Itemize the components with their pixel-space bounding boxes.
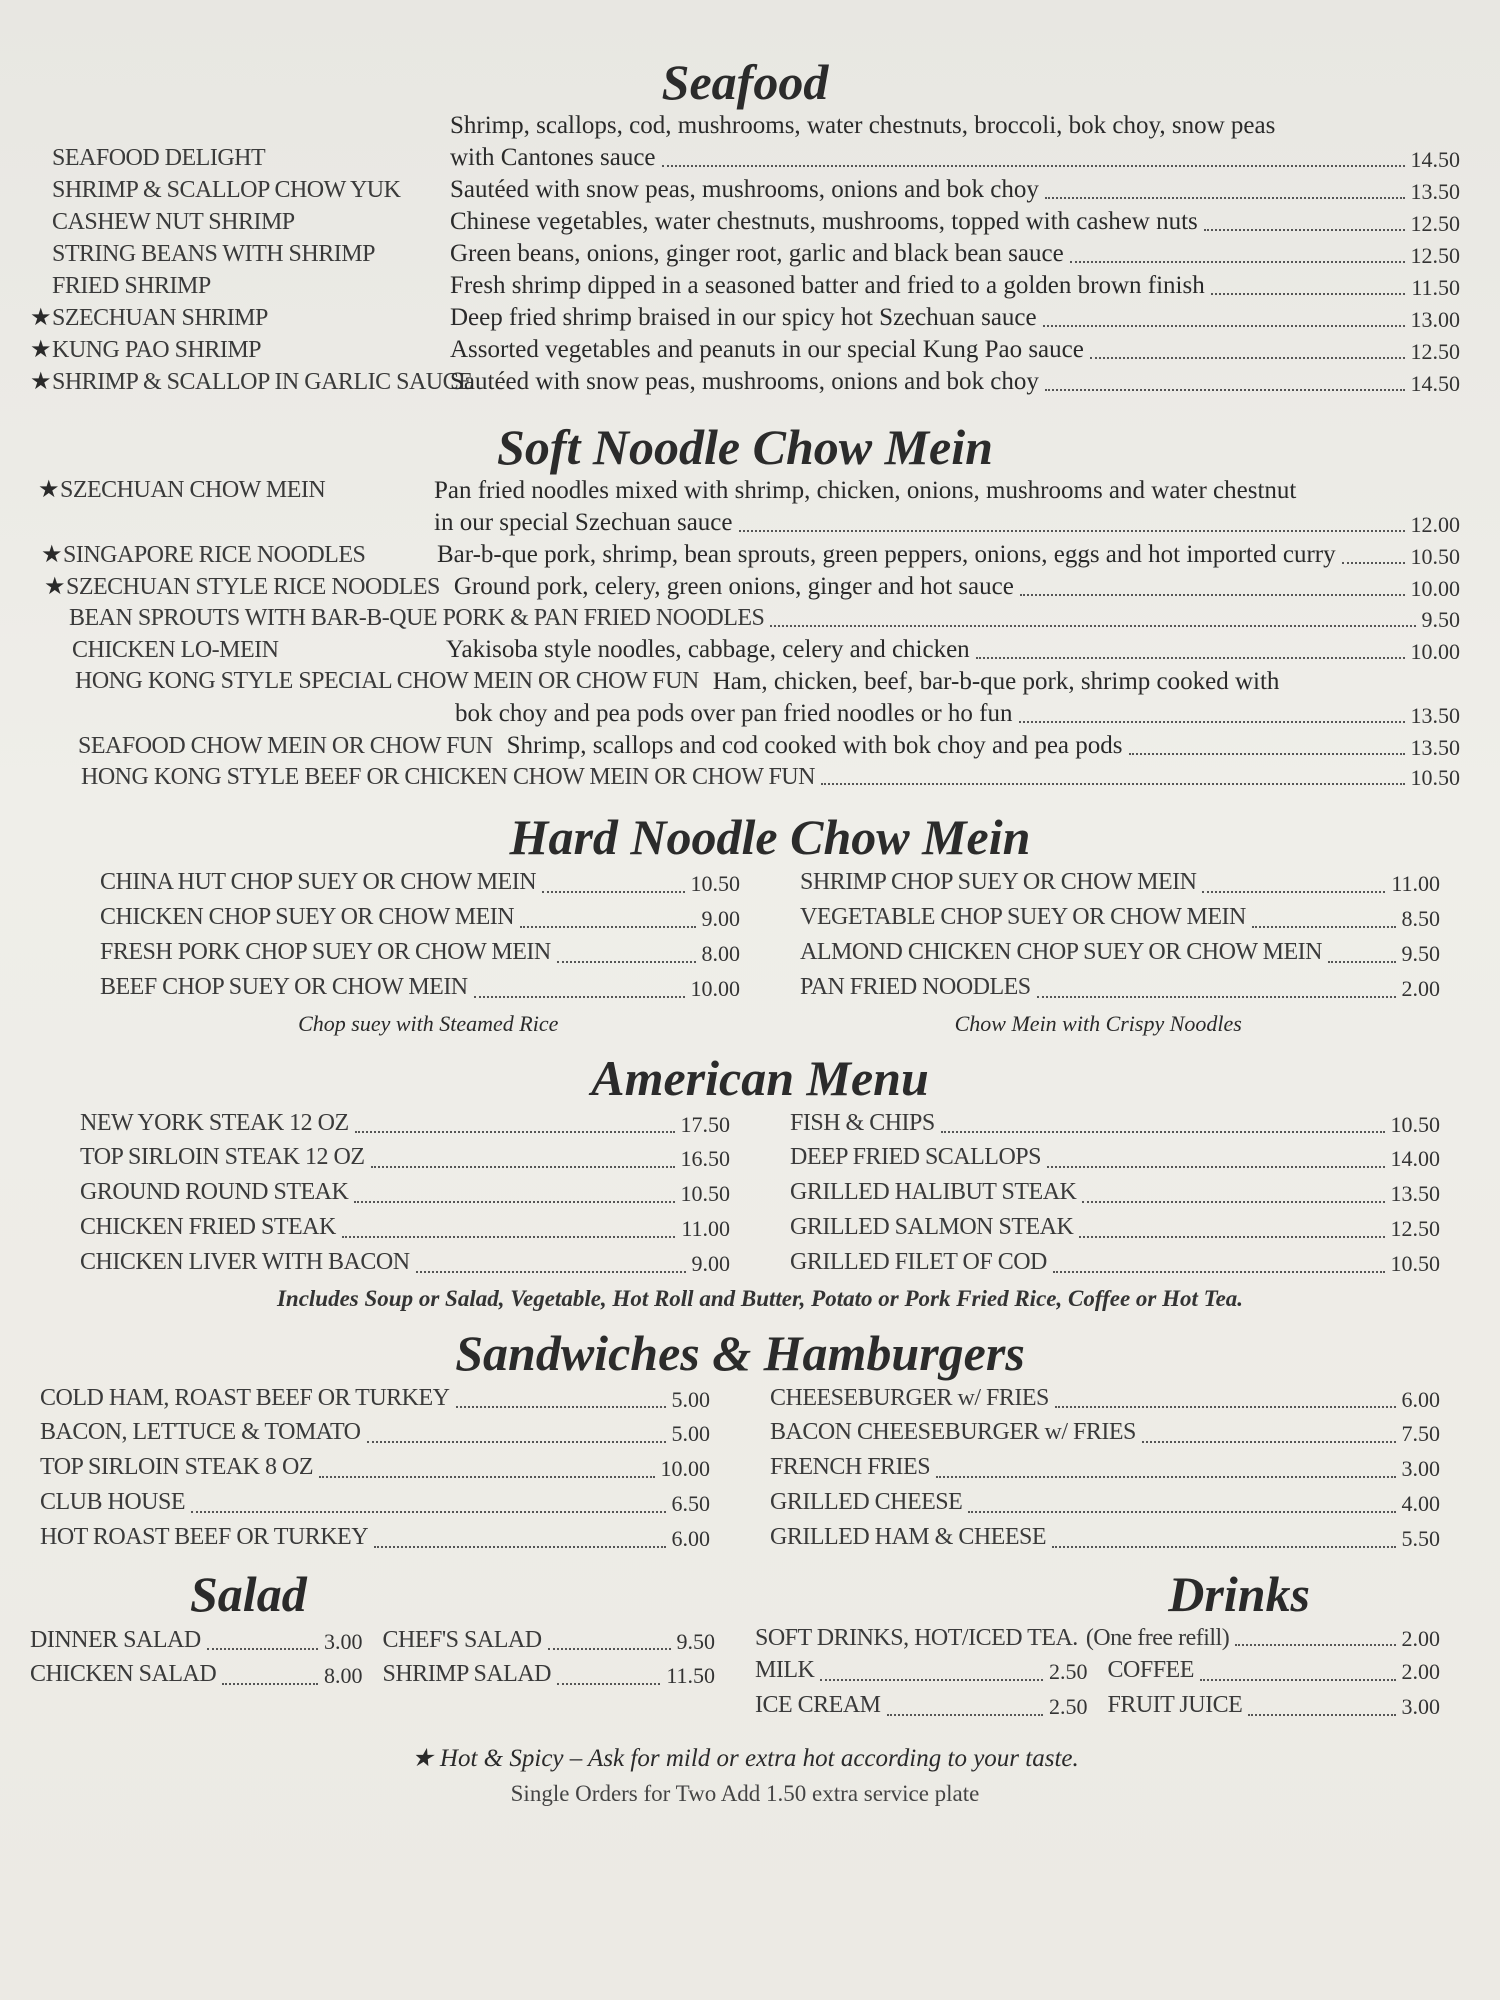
item-price: 6.50 — [671, 1490, 710, 1516]
leader-dots — [1045, 197, 1405, 199]
item-description: Pan fried noodles mixed with shrimp, chicken, onions, mushrooms and water chestnut — [434, 477, 1297, 504]
item-price: 6.00 — [671, 1525, 710, 1551]
menu-item-row — [80, 1106, 730, 1141]
item-block — [60, 475, 1460, 539]
soft-noodle-section — [30, 420, 1460, 792]
item-price: 8.00 — [324, 1663, 363, 1689]
leader-dots — [936, 1476, 1395, 1478]
item-name: FRESH PORK CHOP SUEY OR CHOW MEIN — [100, 939, 551, 966]
item-name: COLD HAM, ROAST BEEF OR TURKEY — [40, 1384, 450, 1411]
item-line2 — [75, 698, 1460, 730]
menu-item-row — [40, 1485, 710, 1520]
item-name: FRUIT JUICE — [1107, 1692, 1243, 1719]
item-price: 2.00 — [1401, 1659, 1440, 1685]
leader-dots — [1082, 1201, 1384, 1203]
item-name: SEAFOOD DELIGHT — [52, 145, 266, 172]
item-name: COFFEE — [1107, 1657, 1194, 1684]
item-name: DEEP FRIED SCALLOPS — [790, 1144, 1041, 1171]
menu-item-row — [790, 1175, 1440, 1210]
salad-column — [30, 1565, 715, 1723]
item-name-column — [30, 207, 450, 238]
menu-item-row — [30, 603, 1460, 634]
item-price: 16.50 — [680, 1146, 730, 1172]
item-name: HONG KONG STYLE SPECIAL CHOW MEIN OR CHOW FUN — [75, 667, 699, 694]
leader-dots — [976, 657, 1405, 659]
leader-dots — [1328, 961, 1396, 963]
menu-item-row — [790, 1140, 1440, 1175]
item-name: STRING BEANS WITH SHRIMP — [52, 241, 375, 268]
menu-item-row — [30, 762, 1460, 793]
item-price: 4.00 — [1401, 1490, 1440, 1516]
item-name: BACON, LETTUCE & TOMATO — [40, 1419, 361, 1446]
item-price: 9.00 — [691, 1250, 730, 1276]
item-description: Sautéed with snow peas, mushrooms, onions and bok choy — [450, 176, 1039, 203]
item-name: TOP SIRLOIN STEAK 8 OZ — [40, 1454, 314, 1481]
item-price: 10.50 — [680, 1181, 730, 1207]
item-price: 14.00 — [1390, 1146, 1440, 1172]
item-name-column — [30, 367, 473, 398]
item-description-block — [450, 110, 1460, 174]
item-price: 5.00 — [671, 1421, 710, 1447]
leader-dots — [354, 1201, 674, 1203]
menu-item-row — [80, 1245, 730, 1280]
item-detail — [450, 270, 1460, 302]
leader-dots — [1037, 996, 1396, 998]
drinks-column — [755, 1565, 1440, 1723]
item-name: SZECHUAN CHOW MEIN — [60, 477, 326, 503]
leader-dots — [1202, 891, 1385, 893]
item-name: GRILLED FILET OF COD — [790, 1248, 1047, 1275]
menu-item-row — [30, 206, 1460, 238]
star-icon: ★ — [44, 574, 66, 601]
star-icon: ★ — [30, 305, 52, 332]
leader-dots — [1200, 1679, 1396, 1681]
leader-dots — [1252, 926, 1396, 928]
leader-dots — [1090, 357, 1405, 359]
menu-item-row — [30, 110, 1460, 174]
menu-item-row — [800, 865, 1440, 900]
menu-item-row — [383, 1657, 716, 1692]
star-icon: ★ — [30, 337, 52, 364]
item-name: ICE CREAM — [755, 1692, 881, 1719]
item-name: HOT ROAST BEEF OR TURKEY — [40, 1523, 369, 1550]
item-price: 10.00 — [1410, 638, 1460, 664]
item-price: 11.50 — [1411, 274, 1460, 300]
item-description: Assorted vegetables and peanuts in our special Kung Pao sauce — [450, 336, 1084, 363]
item-price: 8.00 — [701, 940, 740, 966]
item-name: SZECHUAN SHRIMP — [52, 305, 268, 332]
item-name: GRILLED HAM & CHEESE — [770, 1523, 1046, 1550]
item-price: 13.50 — [1410, 734, 1460, 760]
item-line1 — [75, 666, 1460, 698]
leader-dots — [770, 625, 1415, 627]
menu-item-row — [755, 1653, 1088, 1688]
item-price: 10.00 — [690, 975, 740, 1001]
item-price: 10.50 — [1410, 543, 1460, 569]
leader-dots — [474, 996, 685, 998]
menu-item-row — [770, 1415, 1440, 1450]
menu-item-row — [790, 1210, 1440, 1245]
leader-dots — [1248, 1714, 1395, 1716]
item-price: 13.50 — [1410, 702, 1460, 728]
item-price: 12.50 — [1410, 242, 1460, 268]
leader-dots — [1129, 753, 1405, 755]
leader-dots — [1211, 293, 1406, 295]
single-orders-note: Single Orders for Two Add 1.50 extra service plate — [510, 1780, 980, 1806]
american-right-list — [790, 1106, 1440, 1280]
section-title-american: American Menu — [591, 1049, 929, 1106]
item-description: Bar-b-que pork, shrimp, bean sprouts, green peppers, onions, eggs and hot imported curry — [437, 541, 1336, 568]
item-detail — [450, 206, 1460, 238]
item-description: Ham, chicken, beef, bar-b-que pork, shrimp cooked with — [712, 667, 1280, 695]
item-price: 2.50 — [1049, 1659, 1088, 1685]
menu-item-row — [40, 1450, 710, 1485]
item-price: 10.50 — [690, 871, 740, 897]
item-detail — [450, 334, 1460, 366]
caption-chop-suey: Chop suey with Steamed Rice — [298, 1010, 559, 1036]
item-description-cont: with Cantones sauce — [450, 144, 656, 171]
menu-item-row — [383, 1623, 716, 1658]
leader-dots — [557, 961, 696, 963]
leader-dots — [416, 1271, 686, 1273]
menu-item-row — [100, 935, 740, 970]
leader-dots — [207, 1648, 318, 1650]
star-icon: ★ — [41, 542, 63, 569]
item-description: Shrimp, scallops and cod cooked with bok choy and pea pods — [506, 731, 1123, 759]
section-title-sandwiches: Sandwiches & Hamburgers — [455, 1324, 1025, 1381]
item-name: CHICKEN LIVER WITH BACON — [80, 1248, 410, 1275]
menu-item-row — [30, 302, 1460, 334]
section-title-hard-noodle: Hard Noodle Chow Mein — [509, 809, 1031, 866]
menu-item-row — [770, 1520, 1440, 1555]
item-name: KUNG PAO SHRIMP — [52, 337, 262, 364]
menu-item-row — [30, 270, 1460, 302]
item-price: 8.50 — [1401, 906, 1440, 932]
leader-dots — [1235, 1644, 1395, 1646]
item-price: 11.00 — [681, 1215, 730, 1241]
menu-item-row — [790, 1245, 1440, 1280]
item-name: SHRIMP & SCALLOP CHOW YUK — [52, 177, 401, 204]
seafood-list — [30, 110, 1460, 398]
american-section — [30, 1051, 1460, 1312]
menu-item-row — [30, 1657, 363, 1692]
menu-item-row — [30, 475, 1460, 539]
item-name: CHICKEN SALAD — [30, 1661, 217, 1688]
item-name: CHICKEN FRIED STEAK — [80, 1214, 336, 1241]
menu-item-row — [800, 935, 1440, 970]
item-price: 12.00 — [1410, 511, 1460, 537]
item-name: MILK — [755, 1657, 815, 1684]
menu-item-row — [770, 1485, 1440, 1520]
item-name: SHRIMP CHOP SUEY OR CHOW MEIN — [800, 869, 1197, 896]
item-price: 14.50 — [1410, 370, 1460, 396]
item-detail — [450, 174, 1460, 206]
leader-dots — [371, 1166, 675, 1168]
item-name-column — [30, 335, 450, 366]
item-price: 12.50 — [1410, 338, 1460, 364]
hard-noodle-right-list — [800, 865, 1440, 1004]
leader-dots — [319, 1476, 654, 1478]
item-price: 11.00 — [1391, 871, 1440, 897]
item-name: BEEF CHOP SUEY OR CHOW MEIN — [100, 973, 468, 1000]
item-name-column — [30, 271, 450, 302]
menu-item-row — [80, 1210, 730, 1245]
leader-dots — [1052, 1546, 1396, 1548]
star-icon: ★ — [38, 477, 60, 503]
salad-drinks-section — [30, 1565, 1460, 1723]
menu-item-row — [30, 571, 1460, 603]
leader-dots — [1079, 1236, 1384, 1238]
sandwiches-left-list — [40, 1381, 710, 1555]
menu-item-row — [30, 334, 1460, 366]
menu-item-row — [770, 1450, 1440, 1485]
item-price: 2.50 — [1049, 1694, 1088, 1720]
item-name: GRILLED HALIBUT STEAK — [790, 1179, 1077, 1206]
item-price: 2.00 — [1401, 975, 1440, 1001]
menu-item-row — [30, 666, 1460, 730]
leader-dots — [1047, 1166, 1385, 1168]
item-detail — [450, 302, 1460, 334]
item-price: 14.50 — [1410, 146, 1460, 172]
leader-dots — [191, 1511, 665, 1513]
leader-dots — [968, 1511, 1395, 1513]
sandwiches-right-list — [770, 1381, 1440, 1555]
caption-chow-mein: Chow Mein with Crispy Noodles — [954, 1010, 1242, 1036]
hot-spicy-note — [30, 1743, 1460, 1773]
item-price: 12.50 — [1390, 1215, 1440, 1241]
leader-dots — [739, 530, 1405, 532]
hard-noodle-left-list — [100, 865, 740, 1004]
item-description: Yakisoba style noodles, cabbage, celery and chicken — [446, 635, 970, 663]
item-price: 6.00 — [1401, 1386, 1440, 1412]
section-title-seafood: Seafood — [661, 54, 829, 110]
leader-dots — [520, 926, 695, 928]
item-block — [75, 666, 1460, 730]
item-description: Ground pork, celery, green onions, ginger and hot sauce — [453, 573, 1014, 600]
star-icon — [30, 143, 52, 174]
leader-dots — [1204, 229, 1405, 231]
drinks-list — [755, 1653, 1440, 1723]
item-name: GRILLED CHEESE — [770, 1489, 963, 1515]
item-name: CHEESEBURGER w/ FRIES — [770, 1384, 1049, 1411]
item-description: Deep fried shrimp braised in our spicy hot Szechuan sauce — [450, 304, 1037, 331]
leader-dots — [548, 1648, 671, 1650]
leader-dots — [820, 1679, 1043, 1681]
item-name: CHINA HUT CHOP SUEY OR CHOW MEIN — [100, 869, 537, 896]
menu-item-row — [80, 1175, 730, 1210]
leader-dots — [887, 1714, 1043, 1716]
leader-dots — [542, 891, 684, 893]
item-price: 3.00 — [1401, 1456, 1440, 1482]
item-price: 9.50 — [1421, 606, 1460, 632]
menu-item-row — [800, 970, 1440, 1005]
item-price: 13.00 — [1410, 306, 1460, 332]
menu-item-row — [770, 1381, 1440, 1416]
menu-item-row — [1108, 1688, 1441, 1723]
item-name: CASHEW NUT SHRIMP — [52, 209, 295, 236]
item-name: GRILLED SALMON STEAK — [790, 1214, 1074, 1241]
item-price: 9.50 — [676, 1628, 715, 1654]
item-name-column — [30, 175, 450, 206]
item-description: Sautéed with snow peas, mushrooms, onions and bok choy — [450, 368, 1039, 395]
item-name: CHEF'S SALAD — [382, 1626, 542, 1653]
item-name: SZECHUAN STYLE RICE NOODLES — [66, 574, 440, 601]
star-icon — [30, 239, 52, 270]
leader-dots — [821, 783, 1405, 785]
menu-item-row — [40, 1520, 710, 1555]
seafood-section — [30, 55, 1460, 398]
item-name: ALMOND CHICKEN CHOP SUEY OR CHOW MEIN — [800, 939, 1322, 966]
leader-dots — [1342, 562, 1405, 564]
section-title-soft-noodle: Soft Noodle Chow Mein — [497, 419, 993, 475]
menu-item-row — [800, 900, 1440, 935]
item-name: HONG KONG STYLE BEEF OR CHICKEN CHOW MEIN OR CHOW FUN — [81, 763, 815, 790]
leader-dots — [1019, 721, 1405, 723]
item-description: Chinese vegetables, water chestnuts, mushrooms, topped with cashew nuts — [450, 208, 1198, 235]
menu-item-row — [30, 174, 1460, 206]
item-name: FRENCH FRIES — [770, 1454, 931, 1481]
menu-item-row — [100, 970, 740, 1005]
item-price: 9.00 — [701, 906, 740, 932]
star-icon: ★ — [411, 1744, 434, 1772]
item-name-column — [30, 303, 450, 334]
item-name: SHRIMP SALAD — [382, 1661, 551, 1688]
item-name: PAN FRIED NOODLES — [800, 973, 1031, 1000]
leader-dots — [367, 1441, 666, 1443]
item-price: 5.00 — [671, 1386, 710, 1412]
leader-dots — [1142, 1441, 1396, 1443]
item-note: (One free refill) — [1085, 1624, 1230, 1651]
item-name-column — [30, 143, 450, 174]
leader-dots — [557, 1683, 660, 1685]
item-description-cont: in our special Szechuan sauce — [434, 509, 733, 536]
leader-dots — [941, 1131, 1385, 1133]
item-name: TOP SIRLOIN STEAK 12 OZ — [80, 1144, 365, 1171]
soft-noodle-list — [30, 475, 1460, 792]
item-price: 2.00 — [1401, 1626, 1440, 1652]
menu-item-row — [30, 238, 1460, 270]
item-description: Shrimp, scallops, cod, mushrooms, water chestnuts, broccoli, bok choy, snow peas — [450, 112, 1276, 139]
item-name: CHICKEN LO-MEIN — [72, 637, 279, 663]
leader-dots — [1055, 1406, 1396, 1408]
hard-noodle-section — [30, 810, 1460, 1036]
leader-dots — [456, 1406, 666, 1408]
item-name: BEAN SPROUTS WITH BAR-B-QUE PORK & PAN FRIED NOODLES — [69, 605, 765, 631]
american-left-list — [80, 1106, 730, 1280]
leader-dots — [1020, 594, 1405, 596]
item-price: 10.50 — [1410, 765, 1460, 791]
menu-item-row — [1108, 1653, 1441, 1688]
item-price: 5.50 — [1401, 1525, 1440, 1551]
item-price: 10.00 — [1410, 575, 1460, 601]
item-price: 9.50 — [1401, 940, 1440, 966]
item-detail — [450, 238, 1460, 270]
item-price: 10.00 — [660, 1456, 710, 1482]
item-detail — [450, 110, 1460, 174]
hot-spicy-text: Hot & Spicy – Ask for mild or extra hot according to your taste. — [439, 1744, 1079, 1772]
item-name: GROUND ROUND STEAK — [80, 1179, 349, 1206]
leader-dots — [1045, 389, 1405, 391]
item-name: SOFT DRINKS, HOT/ICED TEA. — [755, 1624, 1078, 1651]
menu-item-row — [100, 900, 740, 935]
item-name: SHRIMP & SCALLOP IN GARLIC SAUCE — [52, 369, 473, 396]
item-line1 — [60, 475, 1460, 507]
sandwiches-section — [30, 1326, 1460, 1555]
menu-item-row — [80, 1140, 730, 1175]
item-name: CHICKEN CHOP SUEY OR CHOW MEIN — [100, 904, 515, 931]
item-price: 11.50 — [666, 1663, 715, 1689]
menu-item-row — [755, 1688, 1088, 1723]
menu-item-row — [30, 634, 1460, 666]
leader-dots — [222, 1683, 318, 1685]
item-name: SEAFOOD CHOW MEIN OR CHOW FUN — [78, 733, 493, 759]
item-name: DINNER SALAD — [30, 1626, 201, 1653]
leader-dots — [342, 1236, 675, 1238]
menu-item-row — [30, 730, 1460, 762]
item-name-column — [30, 239, 450, 270]
menu-item-row — [40, 1381, 710, 1416]
item-name: BACON CHEESEBURGER w/ FRIES — [770, 1419, 1136, 1446]
star-icon — [30, 271, 52, 302]
section-title-salad: Salad — [190, 1565, 307, 1622]
item-description: Fresh shrimp dipped in a seasoned batter and fried to a golden brown finish — [450, 272, 1205, 299]
leader-dots — [374, 1546, 665, 1548]
item-price: 7.50 — [1401, 1421, 1440, 1447]
leader-dots — [355, 1131, 675, 1133]
item-name: FRIED SHRIMP — [52, 273, 211, 300]
menu-item-row — [30, 539, 1460, 571]
drinks-soft-row — [755, 1623, 1440, 1654]
item-detail — [450, 366, 1460, 398]
item-price: 12.50 — [1410, 210, 1460, 236]
salad-list — [30, 1623, 715, 1693]
item-price: 10.50 — [1390, 1250, 1440, 1276]
item-name: VEGETABLE CHOP SUEY OR CHOW MEIN — [800, 904, 1246, 931]
menu-item-row — [100, 865, 740, 900]
item-description-line2 — [450, 142, 1460, 174]
leader-dots — [1043, 325, 1405, 327]
item-description: Green beans, onions, ginger root, garlic and black bean sauce — [450, 240, 1064, 267]
star-icon — [30, 175, 52, 206]
item-name: FISH & CHIPS — [790, 1109, 935, 1136]
menu-item-row — [790, 1106, 1440, 1141]
leader-dots — [1070, 261, 1405, 263]
item-name: NEW YORK STEAK 12 OZ — [80, 1109, 349, 1136]
menu-item-row — [30, 1623, 363, 1658]
star-icon: ★ — [30, 369, 52, 396]
item-price: 13.50 — [1390, 1181, 1440, 1207]
item-price: 3.00 — [324, 1628, 363, 1654]
american-includes-note: Includes Soup or Salad, Vegetable, Hot Roll and Butter, Potato or Pork Fried Rice, Coffee or Hot Tea. — [276, 1285, 1244, 1311]
item-description-cont: bok choy and pea pods over pan fried noodles or ho fun — [455, 699, 1013, 727]
item-name: CLUB HOUSE — [40, 1489, 186, 1515]
item-price: 13.50 — [1410, 178, 1460, 204]
star-icon — [30, 207, 52, 238]
item-name: SINGAPORE RICE NOODLES — [63, 542, 366, 569]
item-line2 — [60, 507, 1460, 539]
menu-item-row — [30, 366, 1460, 398]
section-title-drinks: Drinks — [1168, 1565, 1310, 1622]
menu-item-row — [40, 1415, 710, 1450]
item-price: 17.50 — [680, 1111, 730, 1137]
leader-dots — [662, 165, 1405, 167]
leader-dots — [1053, 1271, 1385, 1273]
item-price: 3.00 — [1401, 1694, 1440, 1720]
item-price: 10.50 — [1390, 1111, 1440, 1137]
